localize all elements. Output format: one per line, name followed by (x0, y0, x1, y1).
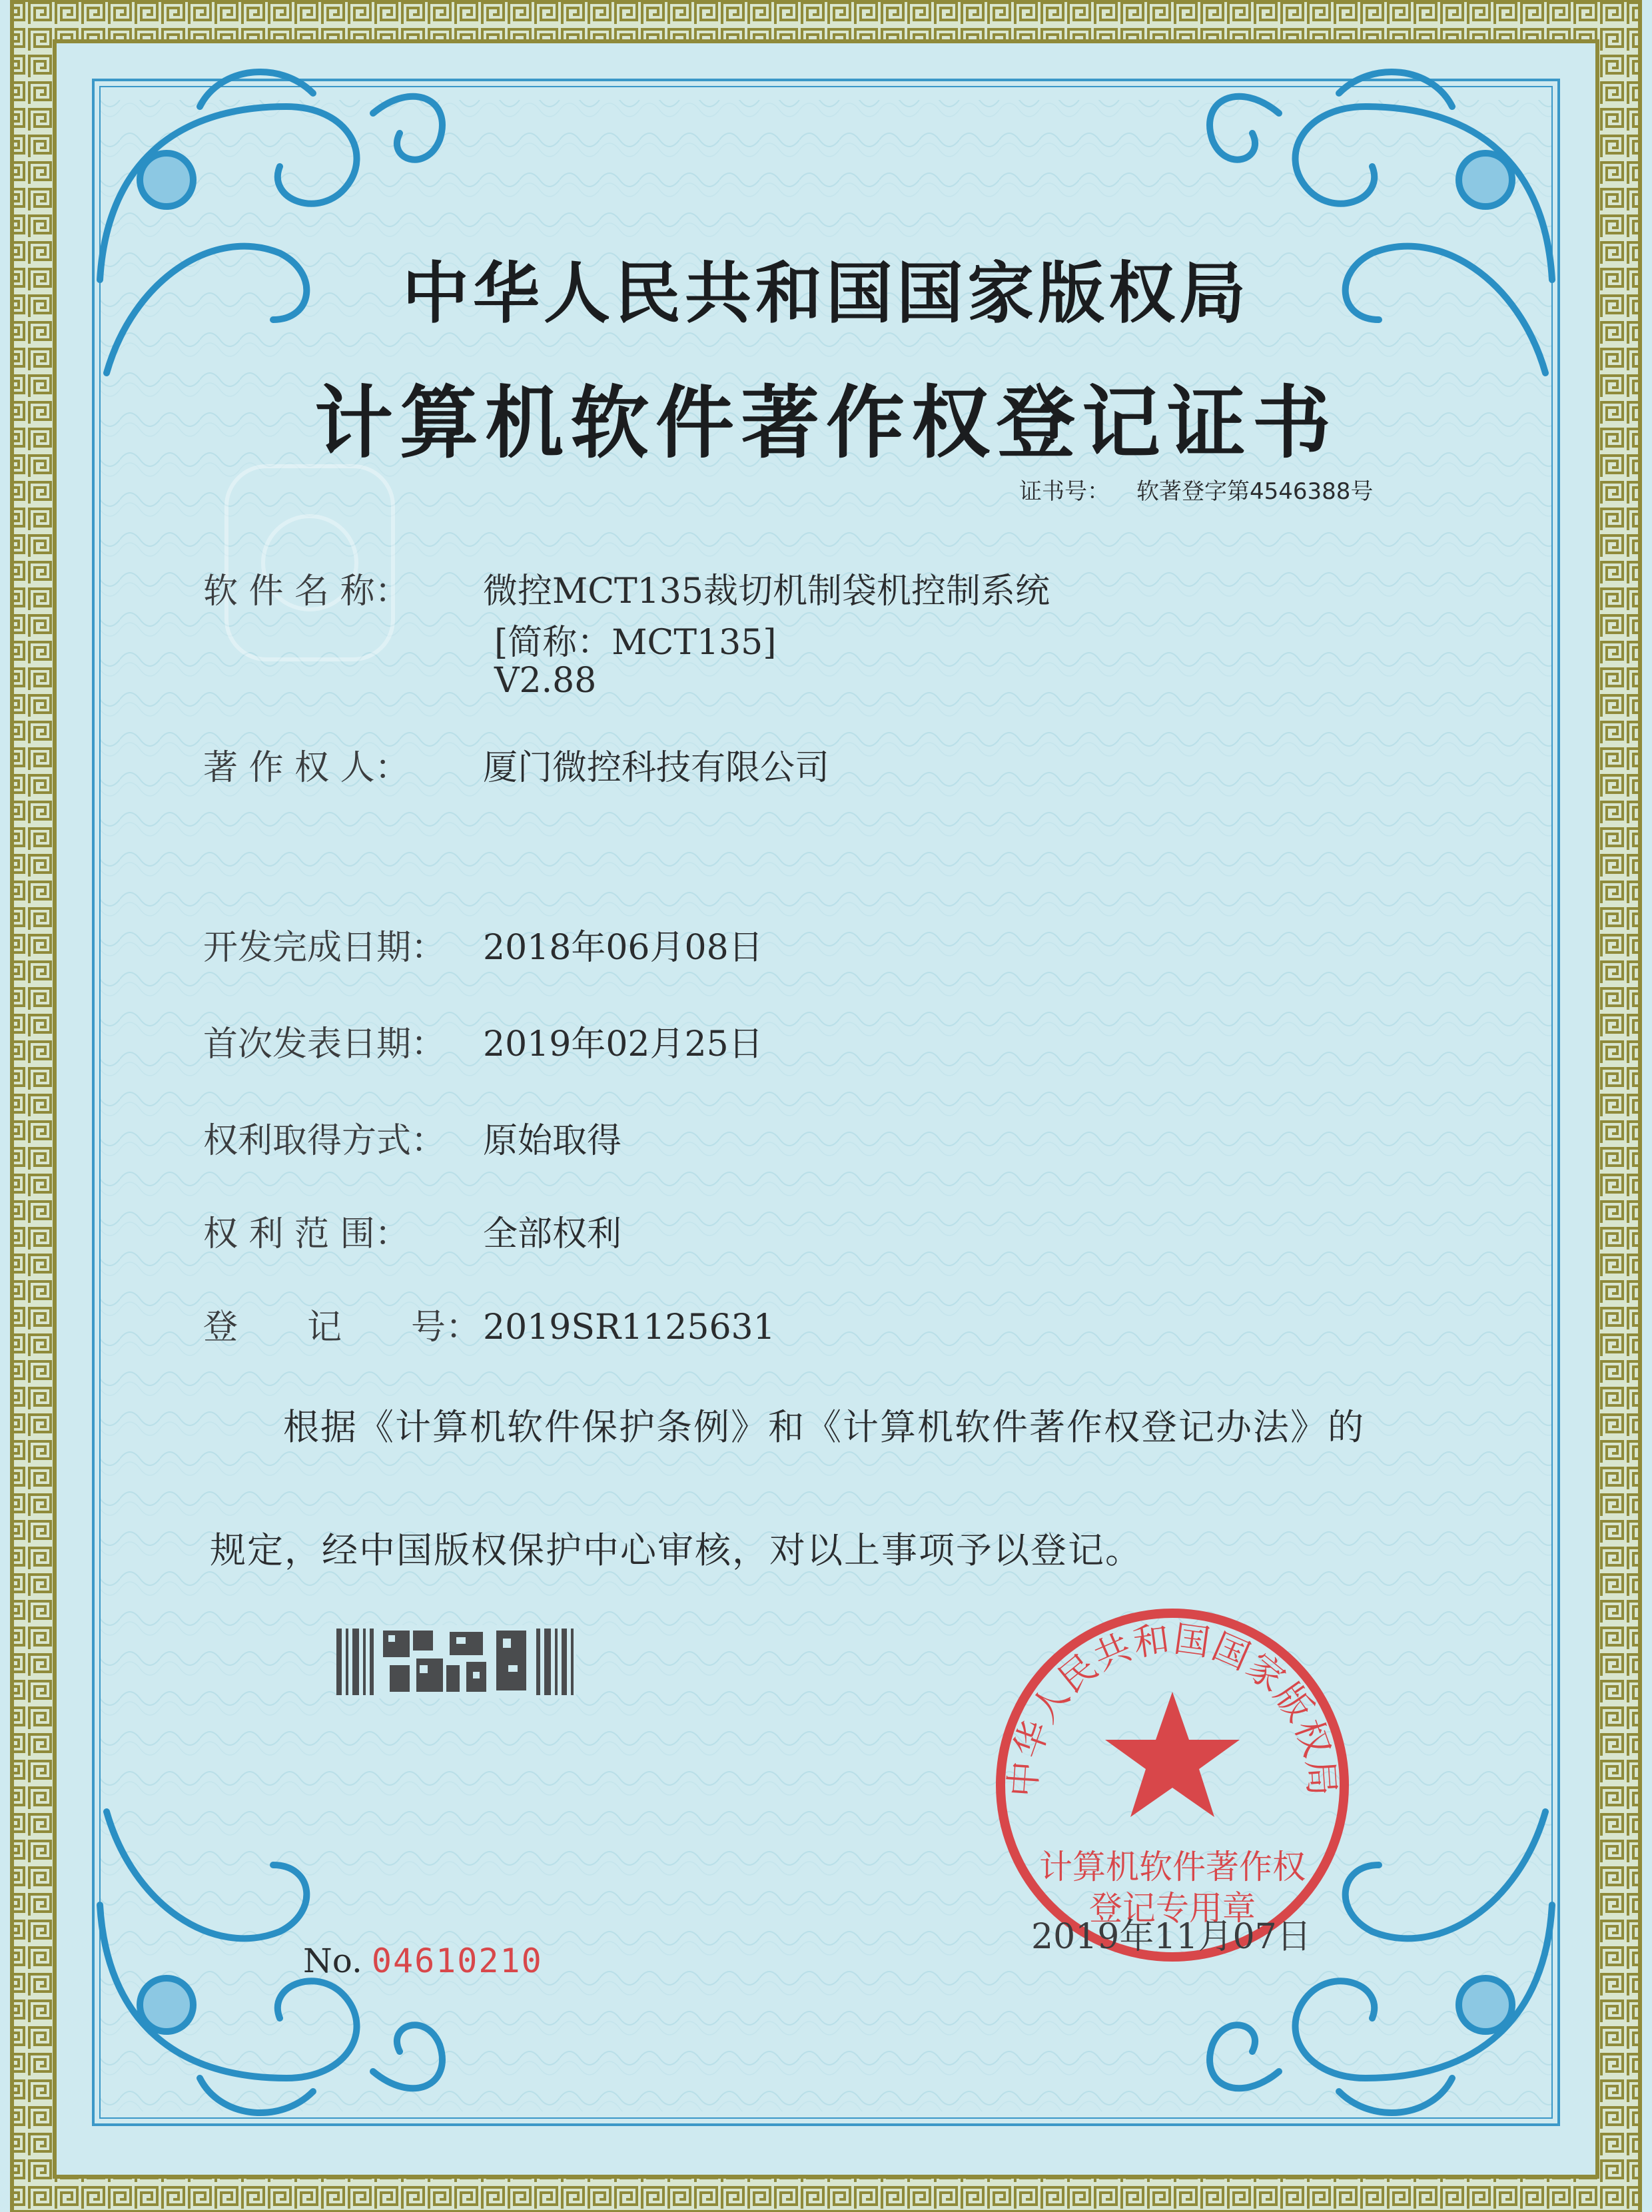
acquire-row (203, 1112, 621, 1162)
reg-no-label: 登 记 号： (203, 1307, 481, 1347)
dev-date-label: 开发完成日期： (203, 928, 446, 968)
scope-label: 权 利 范 围： (203, 1214, 410, 1254)
owner-value: 厦门微控科技有限公司 (483, 748, 830, 788)
serial-prefix: No. (303, 1942, 362, 1980)
certificate-number (1019, 473, 1373, 506)
certificate-number-value: 软著登字第4546388号 (1136, 478, 1374, 505)
statement-line-2: 规定，经中国版权保护中心审核，对以上事项予以登记。 (210, 1529, 1142, 1571)
software-version: V2.88 (494, 661, 597, 701)
software-short-name: [简称：MCT135] (494, 623, 777, 663)
acquire-value: 原始取得 (483, 1121, 622, 1161)
acquire-label: 权利取得方式： (203, 1121, 446, 1161)
barcode-image (336, 1625, 576, 1698)
software-name-value: 微控MCT135裁切机制袋机控制系统 (483, 571, 1050, 611)
pub-date-value: 2019年02月25日 (483, 1024, 763, 1064)
reg-no-value: 2019SR1125631 (483, 1307, 775, 1347)
owner-label: 著 作 权 人： (203, 748, 410, 788)
dev-date-row (203, 919, 763, 969)
statement-line-1: 根据《计算机软件保护条例》和《计算机软件著作权登记办法》的 (283, 1406, 1365, 1448)
pub-date-label: 首次发表日期： (203, 1024, 446, 1064)
owner-row (203, 739, 829, 789)
scope-value: 全部权利 (483, 1214, 622, 1254)
certificate-number-label: 证书号： (1019, 478, 1110, 505)
pub-date-row (203, 1016, 763, 1066)
serial-number (303, 1942, 543, 1980)
certificate-title: 计算机软件著作权登记证书 (314, 376, 1338, 469)
seal-date: 2019年11月07日 (1031, 1917, 1312, 1957)
software-name-row (203, 563, 1050, 613)
serial-value: 04610210 (371, 1942, 543, 1980)
authority-title: 中华人民共和国国家版权局 (402, 254, 1250, 332)
reg-no-row (203, 1299, 775, 1349)
software-name-label: 软 件 名 称： (203, 571, 410, 611)
seal-inner-line-1: 计算机软件著作权 (1039, 1848, 1306, 1886)
dev-date-value: 2018年06月08日 (483, 928, 763, 968)
seal-inner-line-2: 登记专用章 (1089, 1889, 1256, 1928)
seal-ring-text: 中华人民共和国国家版权局 (1001, 1617, 1344, 1799)
star-icon (1105, 1692, 1240, 1817)
scope-row (203, 1206, 621, 1256)
